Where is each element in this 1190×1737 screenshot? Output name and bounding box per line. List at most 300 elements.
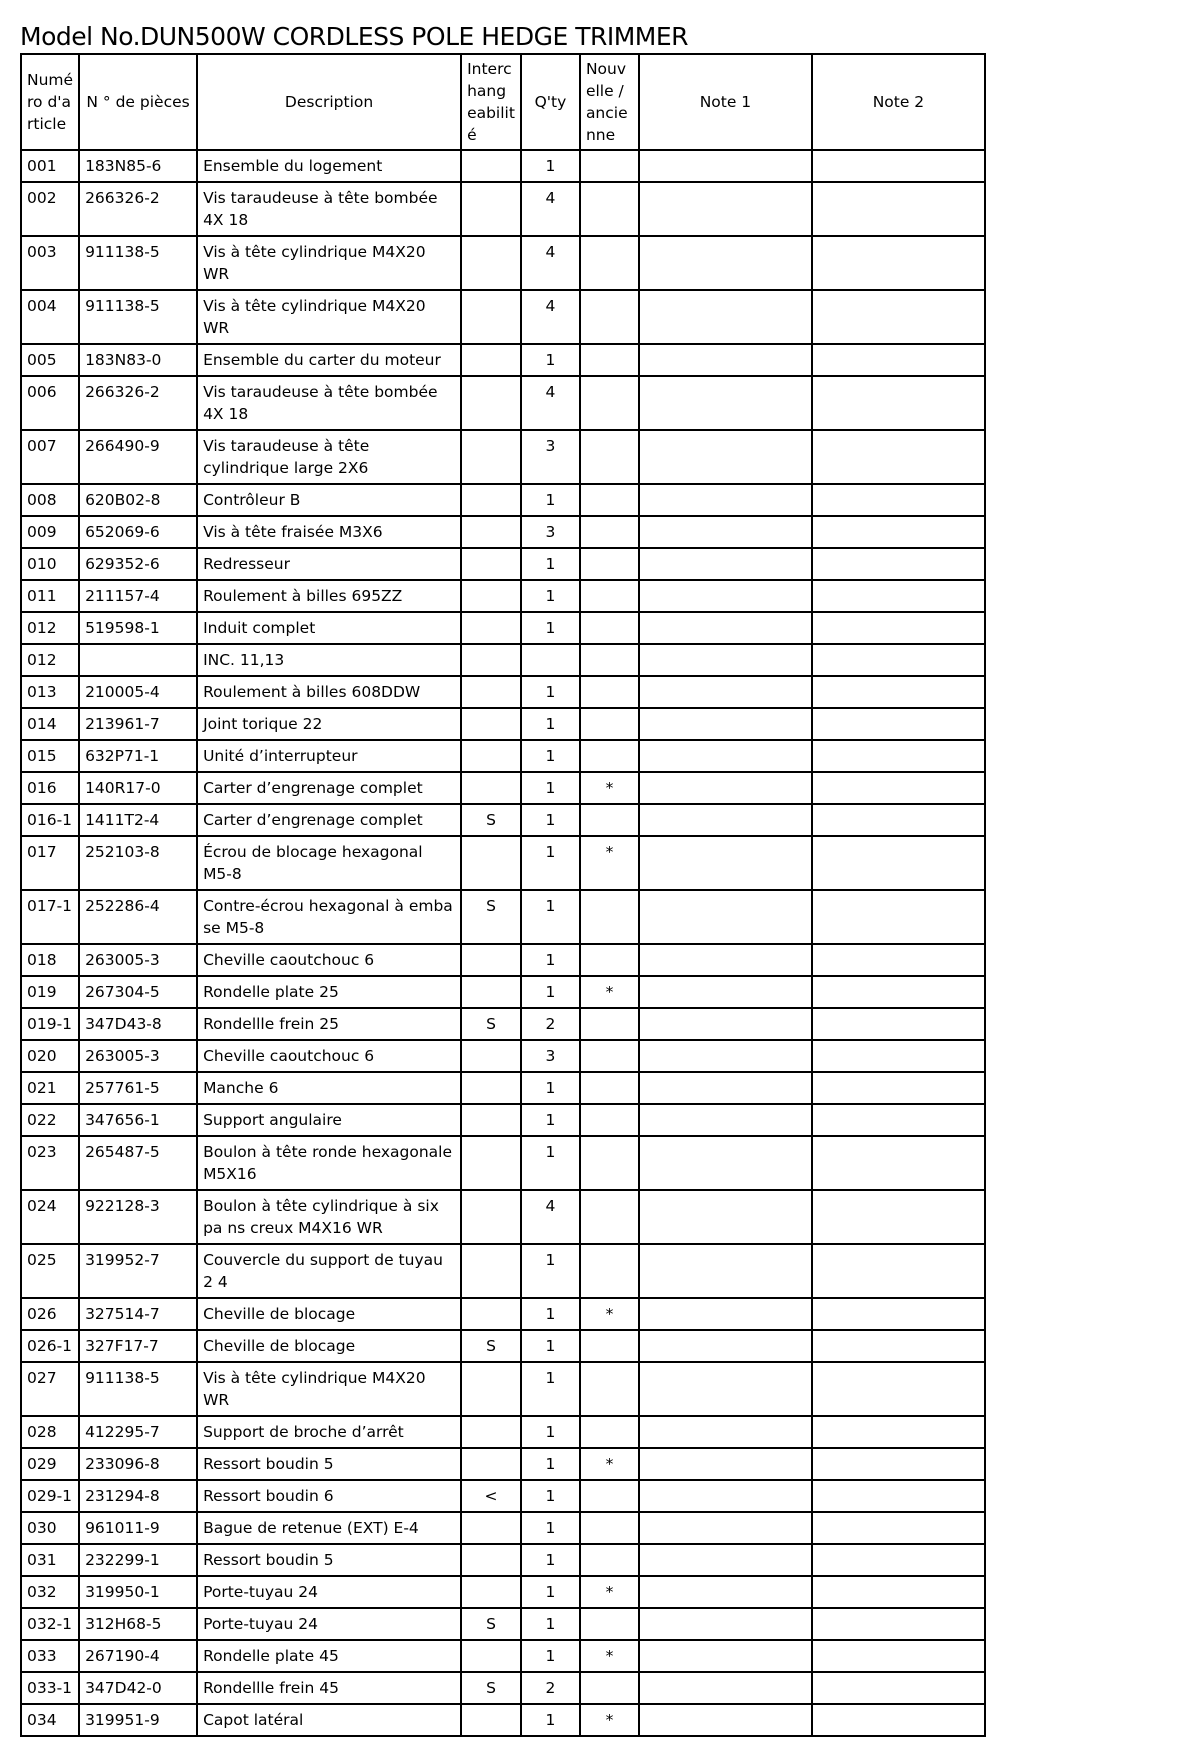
cell-part-number — [79, 644, 197, 676]
table-row — [21, 676, 985, 708]
cell-note-2 — [812, 1190, 985, 1244]
cell-note-2 — [812, 484, 985, 516]
page-title: Model No.DUN500W CORDLESS POLE HEDGE TRIMMER — [20, 22, 689, 51]
cell-description: Unité d’interrupteur — [197, 740, 461, 772]
cell-interchangeability — [461, 1072, 521, 1104]
table-row — [21, 836, 985, 890]
cell-part-number: 257761-5 — [79, 1072, 197, 1104]
cell-note-2 — [812, 376, 985, 430]
cell-item-number: 024 — [21, 1190, 79, 1244]
cell-description: Ressort boudin 5 — [197, 1448, 461, 1480]
cell-note-2 — [812, 772, 985, 804]
cell-note-2 — [812, 150, 985, 182]
cell-note-1 — [639, 976, 812, 1008]
cell-note-1 — [639, 1190, 812, 1244]
cell-note-1 — [639, 804, 812, 836]
cell-interchangeability — [461, 1640, 521, 1672]
cell-description: Ensemble du logement — [197, 150, 461, 182]
cell-note-1 — [639, 580, 812, 612]
cell-item-number: 033 — [21, 1640, 79, 1672]
cell-part-number: 232299-1 — [79, 1544, 197, 1576]
cell-note-1 — [639, 644, 812, 676]
cell-new-old — [580, 236, 639, 290]
cell-note-2 — [812, 236, 985, 290]
cell-note-1 — [639, 484, 812, 516]
table-row — [21, 1362, 985, 1416]
cell-note-2 — [812, 548, 985, 580]
cell-qty: 1 — [521, 548, 580, 580]
cell-note-2 — [812, 740, 985, 772]
cell-note-1 — [639, 516, 812, 548]
cell-note-2 — [812, 804, 985, 836]
cell-interchangeability — [461, 676, 521, 708]
cell-note-2 — [812, 1416, 985, 1448]
cell-description: Vis taraudeuse à tête bombée 4X 18 — [197, 376, 461, 430]
cell-note-1 — [639, 182, 812, 236]
cell-item-number: 031 — [21, 1544, 79, 1576]
column-header-description: Description — [197, 54, 461, 150]
cell-note-2 — [812, 890, 985, 944]
cell-new-old — [580, 1672, 639, 1704]
cell-interchangeability — [461, 290, 521, 344]
cell-item-number: 011 — [21, 580, 79, 612]
cell-part-number: 210005-4 — [79, 676, 197, 708]
cell-interchangeability — [461, 644, 521, 676]
cell-note-2 — [812, 1640, 985, 1672]
cell-note-2 — [812, 1072, 985, 1104]
cell-description: Ensemble du carter du moteur — [197, 344, 461, 376]
cell-part-number: 961011-9 — [79, 1512, 197, 1544]
cell-qty: 1 — [521, 1480, 580, 1512]
cell-description: Cheville de blocage — [197, 1330, 461, 1362]
cell-note-1 — [639, 1480, 812, 1512]
cell-item-number: 013 — [21, 676, 79, 708]
cell-new-old — [580, 676, 639, 708]
cell-qty: 1 — [521, 612, 580, 644]
cell-note-1 — [639, 944, 812, 976]
cell-new-old: * — [580, 976, 639, 1008]
cell-new-old — [580, 430, 639, 484]
cell-new-old: * — [580, 1448, 639, 1480]
parts-table — [20, 53, 986, 1737]
cell-new-old — [580, 890, 639, 944]
cell-item-number: 004 — [21, 290, 79, 344]
cell-item-number: 032 — [21, 1576, 79, 1608]
cell-new-old — [580, 1330, 639, 1362]
cell-note-2 — [812, 1512, 985, 1544]
cell-note-1 — [639, 740, 812, 772]
cell-description: Cheville caoutchouc 6 — [197, 944, 461, 976]
cell-qty: 1 — [521, 836, 580, 890]
table-row — [21, 1416, 985, 1448]
cell-note-2 — [812, 708, 985, 740]
cell-note-2 — [812, 612, 985, 644]
cell-note-2 — [812, 1040, 985, 1072]
table-row — [21, 1448, 985, 1480]
cell-description: Porte-tuyau 24 — [197, 1576, 461, 1608]
cell-part-number: 183N85-6 — [79, 150, 197, 182]
cell-new-old — [580, 344, 639, 376]
cell-description: Carter d’engrenage complet — [197, 772, 461, 804]
cell-interchangeability — [461, 836, 521, 890]
cell-qty: 4 — [521, 376, 580, 430]
cell-note-2 — [812, 1136, 985, 1190]
table-row — [21, 1608, 985, 1640]
column-header-note-2: Note 2 — [812, 54, 985, 150]
cell-item-number: 012 — [21, 612, 79, 644]
cell-item-number: 019-1 — [21, 1008, 79, 1040]
cell-interchangeability — [461, 1104, 521, 1136]
cell-note-1 — [639, 376, 812, 430]
cell-interchangeability — [461, 484, 521, 516]
cell-qty: 4 — [521, 236, 580, 290]
table-row — [21, 890, 985, 944]
cell-note-2 — [812, 1330, 985, 1362]
cell-description: Ressort boudin 6 — [197, 1480, 461, 1512]
table-row — [21, 516, 985, 548]
cell-qty: 1 — [521, 1512, 580, 1544]
cell-interchangeability — [461, 548, 521, 580]
cell-part-number: 319950-1 — [79, 1576, 197, 1608]
cell-interchangeability — [461, 976, 521, 1008]
table-row — [21, 1480, 985, 1512]
cell-qty: 1 — [521, 1362, 580, 1416]
cell-qty: 1 — [521, 344, 580, 376]
cell-part-number: 519598-1 — [79, 612, 197, 644]
cell-description: Capot latéral — [197, 1704, 461, 1736]
cell-note-2 — [812, 1672, 985, 1704]
cell-qty: 3 — [521, 516, 580, 548]
cell-note-1 — [639, 1008, 812, 1040]
column-header-qty: Q'ty — [521, 54, 580, 150]
cell-interchangeability — [461, 1448, 521, 1480]
table-row — [21, 1704, 985, 1736]
cell-note-1 — [639, 1104, 812, 1136]
cell-qty: 2 — [521, 1672, 580, 1704]
cell-description: Vis à tête cylindrique M4X20 WR — [197, 236, 461, 290]
table-row — [21, 1576, 985, 1608]
cell-interchangeability — [461, 1416, 521, 1448]
cell-interchangeability — [461, 376, 521, 430]
table-row — [21, 1544, 985, 1576]
cell-qty: 2 — [521, 1008, 580, 1040]
cell-qty: 4 — [521, 182, 580, 236]
cell-new-old — [580, 1512, 639, 1544]
cell-description: Vis à tête cylindrique M4X20 WR — [197, 1362, 461, 1416]
cell-item-number: 007 — [21, 430, 79, 484]
cell-qty: 1 — [521, 1298, 580, 1330]
cell-item-number: 008 — [21, 484, 79, 516]
cell-item-number: 016-1 — [21, 804, 79, 836]
cell-new-old — [580, 944, 639, 976]
table-row — [21, 1298, 985, 1330]
cell-interchangeability — [461, 430, 521, 484]
cell-note-1 — [639, 708, 812, 740]
cell-note-2 — [812, 516, 985, 548]
table-row — [21, 236, 985, 290]
cell-note-1 — [639, 1512, 812, 1544]
cell-interchangeability: S — [461, 1008, 521, 1040]
cell-description: Rondellle frein 45 — [197, 1672, 461, 1704]
cell-description: Vis à tête fraisée M3X6 — [197, 516, 461, 548]
cell-item-number: 033-1 — [21, 1672, 79, 1704]
cell-item-number: 006 — [21, 376, 79, 430]
cell-description: Contre-écrou hexagonal à emba se M5-8 — [197, 890, 461, 944]
table-row — [21, 1136, 985, 1190]
cell-part-number: 911138-5 — [79, 1362, 197, 1416]
cell-description: Manche 6 — [197, 1072, 461, 1104]
cell-note-1 — [639, 1040, 812, 1072]
cell-note-1 — [639, 772, 812, 804]
cell-interchangeability — [461, 1704, 521, 1736]
cell-qty: 1 — [521, 1640, 580, 1672]
cell-part-number: 266490-9 — [79, 430, 197, 484]
cell-new-old — [580, 644, 639, 676]
cell-qty — [521, 644, 580, 676]
table-row — [21, 708, 985, 740]
cell-description: Roulement à billes 608DDW — [197, 676, 461, 708]
cell-interchangeability — [461, 772, 521, 804]
cell-qty: 1 — [521, 708, 580, 740]
cell-qty: 1 — [521, 484, 580, 516]
cell-new-old — [580, 580, 639, 612]
table-row — [21, 612, 985, 644]
header-row — [21, 54, 985, 150]
cell-note-1 — [639, 676, 812, 708]
cell-interchangeability — [461, 1244, 521, 1298]
cell-new-old: * — [580, 1704, 639, 1736]
cell-description: Support angulaire — [197, 1104, 461, 1136]
cell-item-number: 026 — [21, 1298, 79, 1330]
cell-new-old — [580, 740, 639, 772]
column-header-note-1: Note 1 — [639, 54, 812, 150]
cell-note-2 — [812, 676, 985, 708]
cell-part-number: 911138-5 — [79, 290, 197, 344]
cell-part-number: 327F17-7 — [79, 1330, 197, 1362]
cell-new-old — [580, 708, 639, 740]
cell-description: Joint torique 22 — [197, 708, 461, 740]
cell-part-number: 347D42-0 — [79, 1672, 197, 1704]
cell-interchangeability — [461, 1298, 521, 1330]
cell-description: Boulon à tête cylindrique à six pa ns creux M4X16 WR — [197, 1190, 461, 1244]
cell-note-2 — [812, 1704, 985, 1736]
cell-item-number: 012 — [21, 644, 79, 676]
cell-qty: 1 — [521, 580, 580, 612]
cell-qty: 1 — [521, 1072, 580, 1104]
cell-interchangeability — [461, 1512, 521, 1544]
cell-qty: 1 — [521, 944, 580, 976]
cell-interchangeability — [461, 740, 521, 772]
cell-interchangeability — [461, 150, 521, 182]
cell-qty: 1 — [521, 1704, 580, 1736]
cell-description: Rondelle plate 45 — [197, 1640, 461, 1672]
cell-note-2 — [812, 644, 985, 676]
cell-description: Couvercle du support de tuyau 2 4 — [197, 1244, 461, 1298]
cell-part-number: 347D43-8 — [79, 1008, 197, 1040]
cell-qty: 1 — [521, 676, 580, 708]
cell-item-number: 029 — [21, 1448, 79, 1480]
cell-note-2 — [812, 944, 985, 976]
table-row — [21, 344, 985, 376]
cell-description: Support de broche d’arrêt — [197, 1416, 461, 1448]
cell-note-2 — [812, 1576, 985, 1608]
cell-part-number: 140R17-0 — [79, 772, 197, 804]
table-row — [21, 290, 985, 344]
cell-item-number: 029-1 — [21, 1480, 79, 1512]
cell-qty: 1 — [521, 1136, 580, 1190]
cell-item-number: 018 — [21, 944, 79, 976]
cell-qty: 4 — [521, 290, 580, 344]
cell-item-number: 020 — [21, 1040, 79, 1072]
cell-description: Cheville de blocage — [197, 1298, 461, 1330]
cell-note-2 — [812, 1362, 985, 1416]
cell-note-1 — [639, 1330, 812, 1362]
cell-description: Boulon à tête ronde hexagonale M5X16 — [197, 1136, 461, 1190]
cell-qty: 1 — [521, 772, 580, 804]
table-row — [21, 1104, 985, 1136]
cell-note-1 — [639, 1298, 812, 1330]
cell-description: Roulement à billes 695ZZ — [197, 580, 461, 612]
cell-part-number: 266326-2 — [79, 182, 197, 236]
table-row — [21, 1330, 985, 1362]
table-row — [21, 1008, 985, 1040]
table-row — [21, 944, 985, 976]
cell-part-number: 327514-7 — [79, 1298, 197, 1330]
cell-qty: 4 — [521, 1190, 580, 1244]
column-header-new-old: Nouv elle / ancie nne — [580, 54, 639, 150]
cell-part-number: 347656-1 — [79, 1104, 197, 1136]
cell-interchangeability — [461, 1544, 521, 1576]
cell-note-2 — [812, 1608, 985, 1640]
cell-description: Rondellle frein 25 — [197, 1008, 461, 1040]
cell-new-old — [580, 150, 639, 182]
cell-qty: 1 — [521, 1416, 580, 1448]
cell-item-number: 017-1 — [21, 890, 79, 944]
cell-interchangeability: S — [461, 1330, 521, 1362]
cell-qty: 1 — [521, 1330, 580, 1362]
cell-interchangeability: S — [461, 1672, 521, 1704]
cell-item-number: 027 — [21, 1362, 79, 1416]
cell-note-1 — [639, 1704, 812, 1736]
table-row — [21, 1072, 985, 1104]
cell-new-old — [580, 1072, 639, 1104]
cell-part-number: 620B02-8 — [79, 484, 197, 516]
cell-interchangeability: S — [461, 1608, 521, 1640]
cell-qty: 1 — [521, 1576, 580, 1608]
table-row — [21, 182, 985, 236]
cell-note-1 — [639, 344, 812, 376]
table-row — [21, 150, 985, 182]
cell-note-1 — [639, 836, 812, 890]
cell-part-number: 412295-7 — [79, 1416, 197, 1448]
table-row — [21, 1672, 985, 1704]
cell-interchangeability — [461, 944, 521, 976]
cell-part-number: 183N83-0 — [79, 344, 197, 376]
cell-item-number: 022 — [21, 1104, 79, 1136]
cell-qty: 1 — [521, 150, 580, 182]
cell-description: Carter d’engrenage complet — [197, 804, 461, 836]
cell-description: Bague de retenue (EXT) E-4 — [197, 1512, 461, 1544]
cell-qty: 1 — [521, 1448, 580, 1480]
cell-interchangeability — [461, 236, 521, 290]
cell-new-old — [580, 516, 639, 548]
cell-new-old — [580, 1008, 639, 1040]
table-row — [21, 1040, 985, 1072]
cell-description: Induit complet — [197, 612, 461, 644]
cell-interchangeability — [461, 708, 521, 740]
cell-note-1 — [639, 1362, 812, 1416]
table-row — [21, 740, 985, 772]
cell-item-number: 026-1 — [21, 1330, 79, 1362]
cell-part-number: 252103-8 — [79, 836, 197, 890]
cell-item-number: 003 — [21, 236, 79, 290]
cell-new-old — [580, 1104, 639, 1136]
cell-note-1 — [639, 1544, 812, 1576]
cell-note-2 — [812, 580, 985, 612]
cell-new-old: * — [580, 1298, 639, 1330]
cell-new-old — [580, 1608, 639, 1640]
cell-qty: 1 — [521, 1244, 580, 1298]
table-row — [21, 644, 985, 676]
cell-interchangeability — [461, 1040, 521, 1072]
table-row — [21, 1512, 985, 1544]
cell-new-old: * — [580, 1576, 639, 1608]
cell-part-number: 319951-9 — [79, 1704, 197, 1736]
cell-note-1 — [639, 1416, 812, 1448]
cell-note-2 — [812, 1298, 985, 1330]
cell-new-old: * — [580, 836, 639, 890]
cell-interchangeability: S — [461, 890, 521, 944]
cell-interchangeability — [461, 516, 521, 548]
cell-part-number: 629352-6 — [79, 548, 197, 580]
cell-description: Ressort boudin 5 — [197, 1544, 461, 1576]
cell-note-2 — [812, 1008, 985, 1040]
cell-new-old — [580, 182, 639, 236]
cell-part-number: 312H68-5 — [79, 1608, 197, 1640]
cell-new-old — [580, 376, 639, 430]
table-row — [21, 376, 985, 430]
cell-note-2 — [812, 1244, 985, 1298]
cell-qty: 1 — [521, 740, 580, 772]
cell-qty: 1 — [521, 1544, 580, 1576]
cell-description: Rondelle plate 25 — [197, 976, 461, 1008]
cell-note-1 — [639, 150, 812, 182]
cell-note-1 — [639, 1072, 812, 1104]
cell-part-number: 263005-3 — [79, 944, 197, 976]
cell-part-number: 211157-4 — [79, 580, 197, 612]
cell-item-number: 025 — [21, 1244, 79, 1298]
cell-interchangeability — [461, 612, 521, 644]
cell-note-1 — [639, 1448, 812, 1480]
cell-part-number: 265487-5 — [79, 1136, 197, 1190]
cell-new-old — [580, 1544, 639, 1576]
cell-item-number: 019 — [21, 976, 79, 1008]
cell-item-number: 023 — [21, 1136, 79, 1190]
cell-note-1 — [639, 548, 812, 580]
cell-note-2 — [812, 290, 985, 344]
cell-description: Écrou de blocage hexagonal M5-8 — [197, 836, 461, 890]
cell-note-1 — [639, 1672, 812, 1704]
cell-note-2 — [812, 430, 985, 484]
cell-part-number: 911138-5 — [79, 236, 197, 290]
cell-interchangeability — [461, 1136, 521, 1190]
cell-interchangeability — [461, 1362, 521, 1416]
cell-part-number: 213961-7 — [79, 708, 197, 740]
cell-item-number: 017 — [21, 836, 79, 890]
cell-note-1 — [639, 1608, 812, 1640]
cell-description: Redresseur — [197, 548, 461, 580]
cell-interchangeability — [461, 1190, 521, 1244]
